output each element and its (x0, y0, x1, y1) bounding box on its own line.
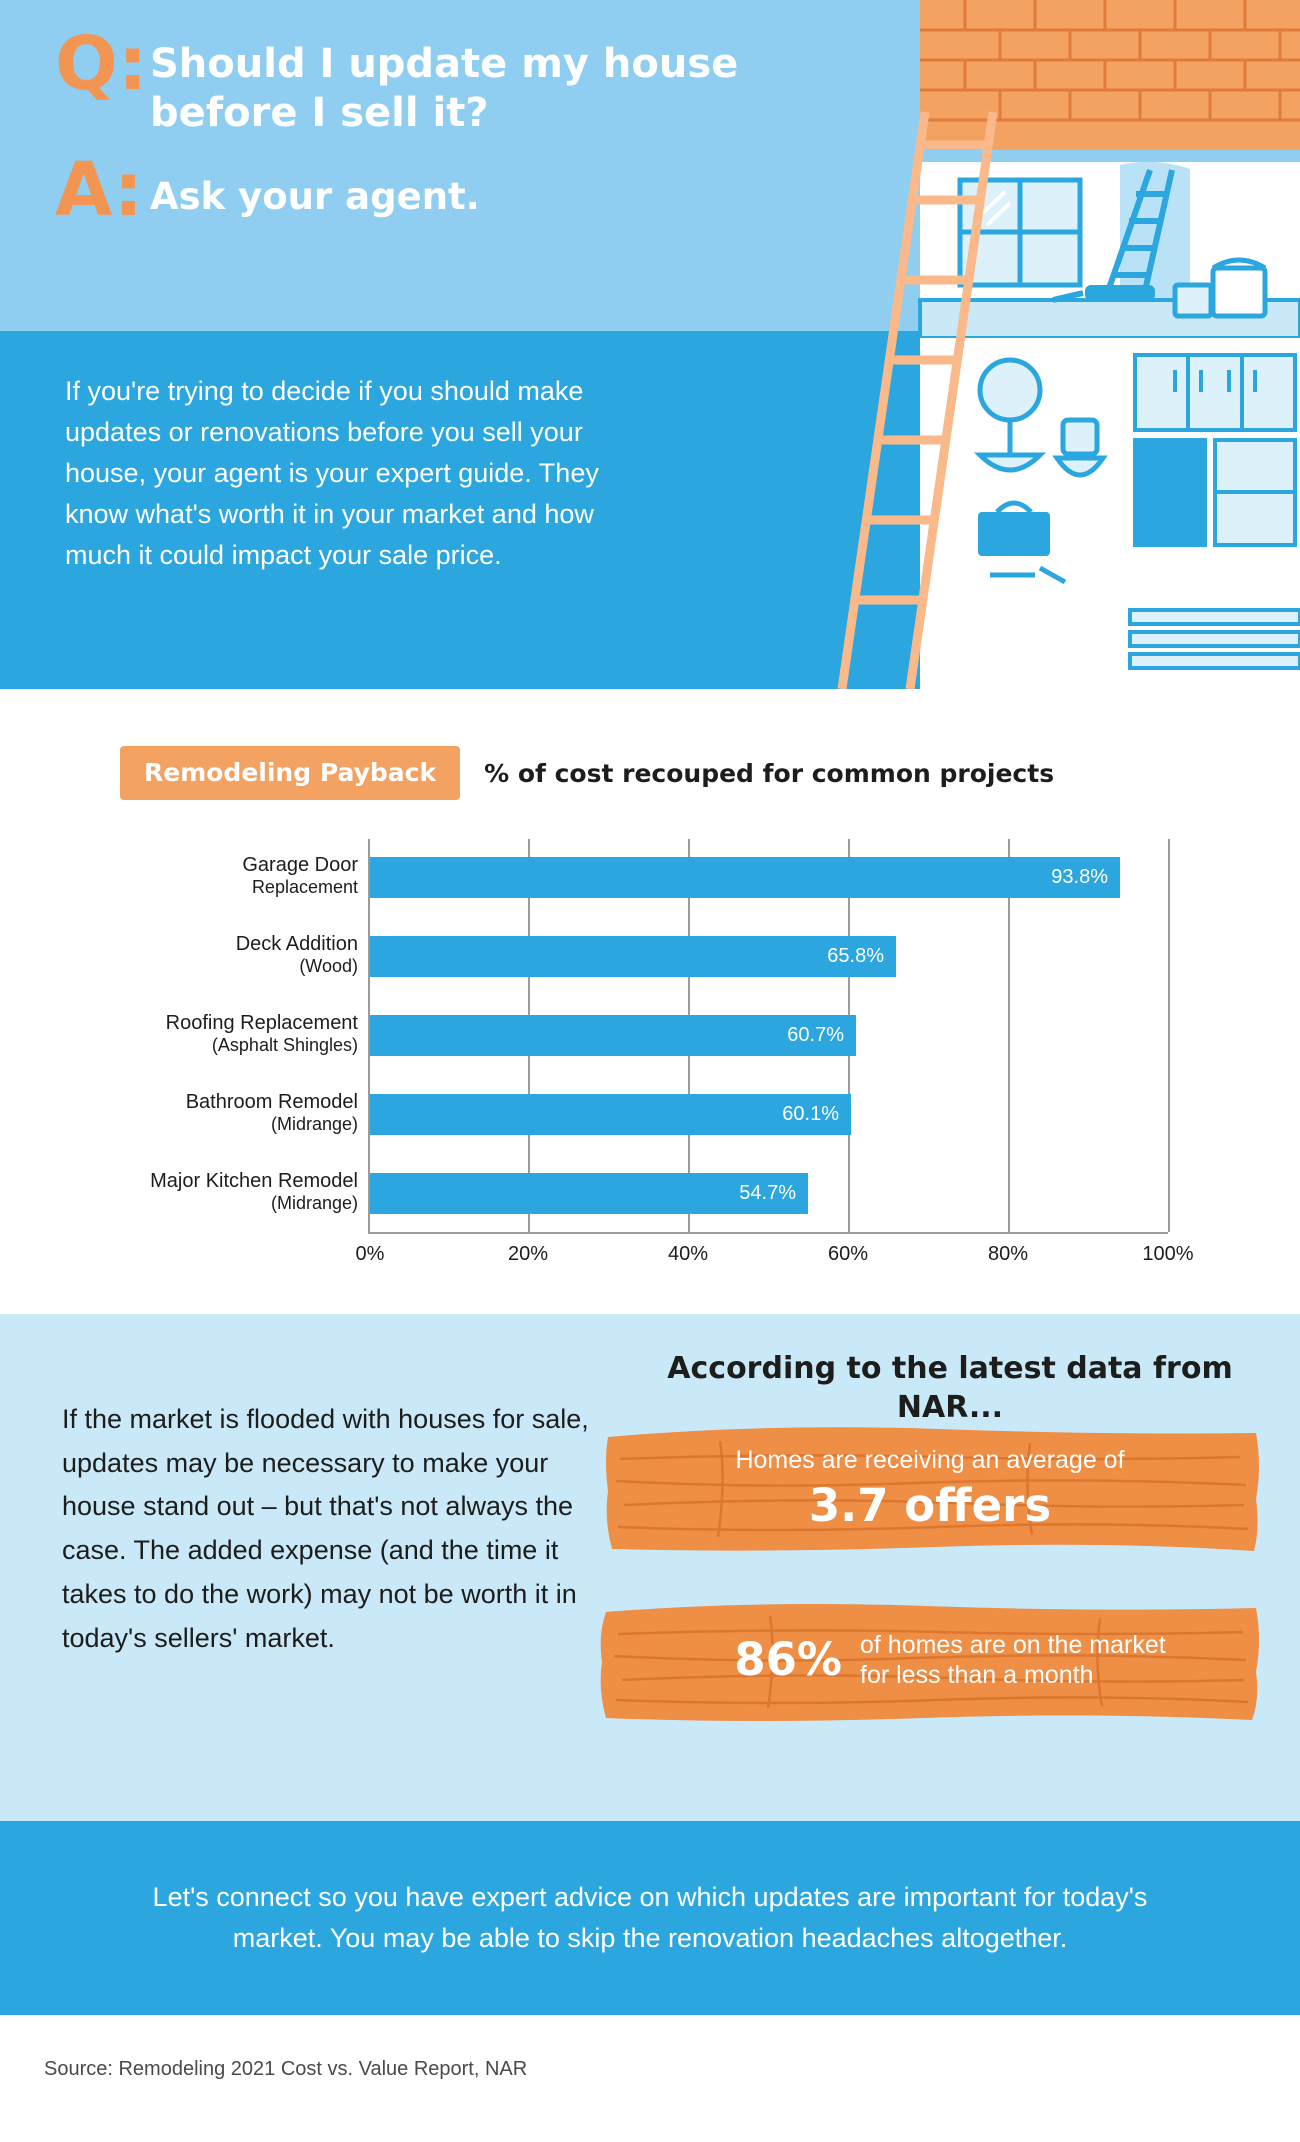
bar-chart (100, 839, 1210, 1269)
bar: 60.1% (370, 1094, 851, 1135)
category-label: Garage Door Replacement (242, 854, 358, 898)
category-labels (100, 839, 368, 1234)
question-letter: Q: (55, 21, 148, 107)
stat-plank-offers (600, 1419, 1260, 1559)
answer-row (55, 146, 755, 233)
chart-header (120, 746, 1054, 800)
chart-plot-area (355, 839, 1194, 1265)
gridline (1168, 839, 1170, 1232)
offers-caption: Homes are receiving an average of (735, 1446, 1125, 1474)
house-illustration (735, 0, 1300, 689)
cta-text: Let's connect so you have expert advice on which updates are important for today's market. You may be able to skip the renovation headaches altogether. (152, 1881, 1148, 1953)
bar: 60.7% (370, 1015, 856, 1056)
question-text: Should I update my house before I sell it? (150, 41, 739, 136)
source-note: Source: Remodeling 2021 Cost vs. Value Report, NAR (44, 2058, 528, 2080)
days-caption: of homes are on the market for less than a month (860, 1630, 1166, 1689)
days-percent-value: 86% (734, 1633, 842, 1686)
x-axis-tick: 100% (1142, 1243, 1194, 1265)
bar: 54.7% (370, 1173, 808, 1214)
x-axis-tick: 20% (507, 1243, 549, 1265)
cta-band (0, 1821, 1300, 2015)
intro-paragraph: If you're trying to decide if you should make updates or renovations before you sell your house, your agent is your expert guide. They know what's worth it in your market and how much it could impact your sale price. (65, 376, 599, 571)
x-axis-tick: 40% (667, 1243, 709, 1265)
stat-plank-offers-content (600, 1419, 1260, 1559)
bar: 93.8% (370, 857, 1120, 898)
x-axis-tick: 80% (987, 1243, 1029, 1265)
chart-section (0, 689, 1300, 1314)
market-section (0, 1314, 1300, 1821)
market-paragraph: If the market is flooded with houses for sale, updates may be necessary to make your house stand out – but that's not always the case. The added expense (and the time it takes to do the work) may not be worth it in today's sellers' market. (62, 1404, 589, 1653)
x-axis-tick: 0% (355, 1243, 385, 1265)
category-label: Major Kitchen Remodel (Midrange) (150, 1170, 358, 1214)
remodeling-payback-pill: Remodeling Payback (120, 746, 460, 800)
stat-plank-days-content (600, 1592, 1260, 1727)
answer-text: Ask your agent. (150, 174, 480, 218)
bar: 65.8% (370, 936, 896, 977)
answer-letter: A: (55, 146, 144, 233)
x-axis-tick: 60% (827, 1243, 869, 1265)
question-row (55, 21, 755, 138)
offers-value: 3.7 offers (808, 1479, 1052, 1532)
category-label: Roofing Replacement (Asphalt Shingles) (165, 1012, 358, 1056)
category-label: Bathroom Remodel (Midrange) (185, 1091, 358, 1135)
question-answer-block (55, 21, 755, 233)
nar-title: According to the latest data from NAR... (667, 1351, 1233, 1425)
stat-plank-days (600, 1592, 1260, 1727)
chart-subtitle: % of cost recouped for common projects (484, 758, 1055, 788)
category-label: Deck Addition (Wood) (235, 933, 358, 977)
